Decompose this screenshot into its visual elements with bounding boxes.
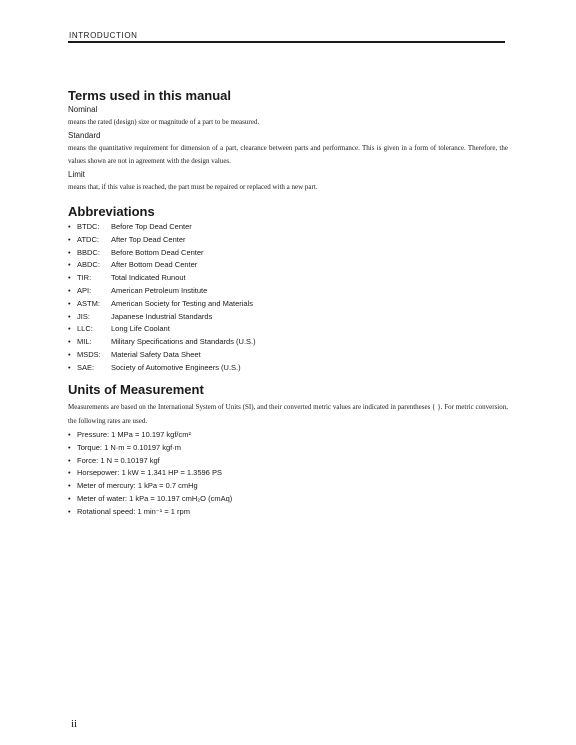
abbreviation-code: SAE: — [77, 362, 95, 372]
terms-title: Terms used in this manual — [68, 88, 232, 103]
abbreviations-title: Abbreviations — [68, 204, 155, 219]
abbreviation-code: TIR: — [77, 273, 92, 283]
page-number: ii — [71, 718, 78, 730]
abbreviation-code: MSDS: — [77, 349, 101, 359]
unit-conversion-text: Meter of water: 1 kPa = 10.197 cmH₂O (cmAq) — [77, 493, 233, 503]
abbreviation-meaning: Before Top Dead Center — [111, 222, 192, 231]
abbreviation-item: • BBDC: Before Bottom Dead Center — [68, 247, 508, 260]
abbreviation-item: • ATDC: After Top Dead Center — [68, 234, 508, 247]
abbreviation-meaning: Material Safety Data Sheet — [111, 349, 201, 359]
definition-limit: means that, if this value is reached, the part must be repaired or replaced with a new part. — [68, 183, 318, 191]
abbreviation-item: • ABDC: After Bottom Dead Center — [68, 259, 508, 272]
abbreviation-meaning: Military Specifications and Standards (U.S.) — [111, 337, 256, 347]
abbreviation-code: ASTM: — [77, 298, 100, 308]
abbreviations-section — [68, 204, 508, 375]
abbreviation-item: • MIL: Military Specifications and Standards (U.S.) — [68, 336, 508, 349]
abbreviation-meaning: Japanese Industrial Standards — [111, 311, 213, 321]
abbreviation-meaning: After Bottom Dead Center — [111, 260, 198, 270]
abbreviation-code: BTDC: — [77, 222, 100, 231]
abbreviation-code: API: — [77, 285, 92, 295]
abbreviation-code: JIS: — [77, 311, 90, 321]
abbreviation-meaning: American Society for Testing and Materials — [111, 298, 254, 308]
unit-conversion-item: • Force: 1 N = 0.10197 kgf — [68, 455, 160, 465]
abbreviation-meaning: Society of Automotive Engineers (U.S.) — [111, 362, 241, 372]
unit-conversion-text: Torque: 1 N·m = 0.10197 kgf·m — [77, 442, 182, 452]
unit-conversion-item: • Meter of mercury: 1 kPa = 0.7 cmHg — [68, 481, 198, 491]
abbreviation-item: • SAE: Society of Automotive Engineers (U.S.) — [68, 362, 508, 375]
abbreviation-meaning: Long Life Coolant — [111, 324, 170, 334]
units-section — [68, 382, 508, 519]
term-standard: Standard — [68, 131, 101, 140]
abbreviation-code: ABDC: — [77, 260, 100, 270]
abbreviation-code: LLC: — [77, 324, 93, 334]
abbreviations-list — [68, 221, 508, 375]
unit-conversion-item: • Rotational speed: 1 min⁻¹ = 1 rpm — [68, 506, 190, 516]
unit-conversion-item: • Meter of water: 1 kPa = 10.197 cmH₂O (cmAq) — [68, 493, 233, 503]
abbreviation-meaning: Before Bottom Dead Center — [111, 247, 204, 257]
abbreviation-item: • MSDS: Material Safety Data Sheet — [68, 349, 508, 362]
unit-conversion-text: Horsepower: 1 kW = 1.341 HP = 1.3596 PS — [77, 468, 222, 478]
abbreviation-item: • ASTM: American Society for Testing and Materials — [68, 298, 508, 311]
term-limit: Limit — [68, 170, 85, 179]
units-list — [68, 429, 508, 519]
unit-conversion-text: Meter of mercury: 1 kPa = 0.7 cmHg — [77, 481, 198, 491]
abbreviation-meaning: After Top Dead Center — [111, 234, 186, 244]
running-header: INTRODUCTION — [69, 31, 138, 40]
definition-standard: means the quantitative requirement for dimension of a part, clearance between parts and performance. This is given in a form of tolerance. Therefore, the values shown are not in agreement with the design values. — [68, 144, 508, 165]
units-intro: Measurements are based on the International System of Units (SI), and their converted metric values are indicated in parentheses { }. For metric conversion, the following rates are used. — [68, 403, 508, 425]
abbreviation-code: MIL: — [77, 337, 92, 347]
header-rule — [68, 41, 505, 43]
unit-conversion-item: • Pressure: 1 MPa = 10.197 kgf/cm² — [68, 430, 192, 439]
unit-conversion-item: • Horsepower: 1 kW = 1.341 HP = 1.3596 PS — [68, 468, 222, 478]
abbreviation-meaning: American Petroleum Institute — [111, 285, 208, 295]
abbreviation-item: • API: American Petroleum Institute — [68, 285, 508, 298]
abbreviation-meaning: Total Indicated Runout — [111, 273, 186, 283]
units-title: Units of Measurement — [68, 382, 204, 397]
term-nominal: Nominal — [68, 105, 98, 114]
abbreviation-code: BBDC: — [77, 247, 100, 257]
abbreviation-item: • TIR: Total Indicated Runout — [68, 272, 508, 285]
unit-conversion-text: Pressure: 1 MPa = 10.197 kgf/cm² — [77, 430, 192, 439]
unit-conversion-text: Force: 1 N = 0.10197 kgf — [77, 455, 160, 465]
abbreviation-item: • BTDC: Before Top Dead Center — [68, 221, 508, 234]
terms-section — [68, 88, 508, 194]
abbreviation-item: • JIS: Japanese Industrial Standards — [68, 311, 508, 324]
unit-conversion-text: Rotational speed: 1 min⁻¹ = 1 rpm — [77, 506, 190, 516]
definition-nominal: means the rated (design) size or magnitude of a part to be measured. — [68, 118, 260, 126]
unit-conversion-item: • Torque: 1 N·m = 0.10197 kgf·m — [68, 442, 182, 452]
abbreviation-item: • LLC: Long Life Coolant — [68, 323, 508, 336]
abbreviation-code: ATDC: — [77, 234, 99, 244]
